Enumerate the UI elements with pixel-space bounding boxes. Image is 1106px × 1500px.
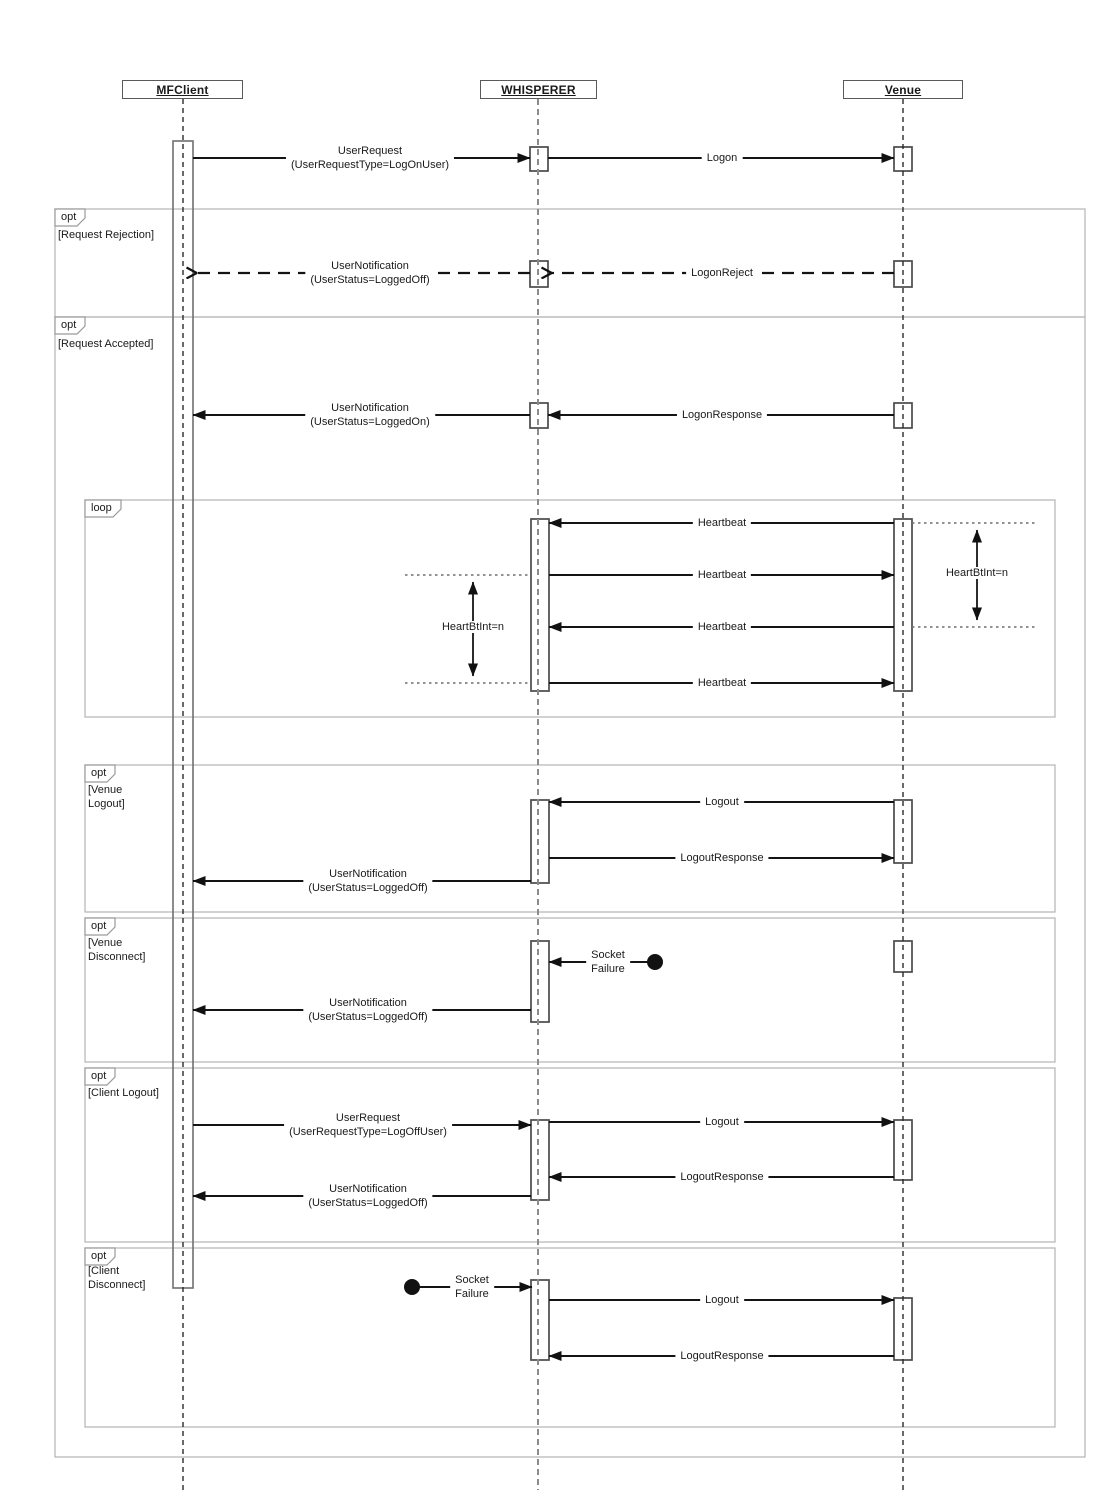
message-label-line: Heartbeat [697,621,747,633]
fragment-operator: opt [91,1070,107,1082]
message-label-line: Socket [591,949,625,961]
message-label [586,948,630,976]
message-label [700,1115,744,1129]
message-label [284,1111,452,1139]
message-label [693,620,751,634]
message-label-line: (UserRequestType=LogOffUser) [289,1126,447,1138]
activation-bar-whisperer [531,800,549,883]
message-label [305,401,435,429]
message-label [305,259,434,287]
message-label [702,151,743,165]
message-label-line: UserNotification [329,868,407,880]
fragment-frame-request-rejection [55,209,1085,317]
message-label [700,795,744,809]
message-label-line: (UserStatus=LoggedOff) [310,274,430,286]
activation-bar-venue [894,147,912,171]
message-label-line: (UserStatus=LoggedOff) [308,1011,428,1023]
message-label-line: Failure [591,963,625,975]
participant-label: WHISPERER [501,82,576,97]
message-label-line: Logout [705,796,739,808]
activation-bar-whisperer [531,519,549,691]
message-label-line: Logout [705,1294,739,1306]
message-label [693,516,751,530]
fragment-guard: [Request Rejection] [58,229,154,241]
fragment-guard: [Venue Disconnect] [88,937,146,963]
message-label-line: Logon [706,152,738,164]
fragment-operator: opt [61,211,77,223]
activation-bar-whisperer [531,1280,549,1360]
message-label-line: UserNotification [331,402,409,414]
fragment-operator: opt [91,1250,107,1262]
message-label-line: Failure [455,1288,489,1300]
message-label-line: Logout [705,1116,739,1128]
message-label-line: (UserRequestType=LogOnUser) [290,159,450,171]
message-label-line: UserRequest [335,1112,401,1124]
message-label [693,676,751,690]
fragment-guard: [Client Disconnect] [88,1265,146,1291]
message-label-line: UserNotification [331,260,409,272]
message-label [286,144,454,172]
message-label [675,851,768,865]
message-label [686,266,758,280]
message-label [700,1293,744,1307]
message-label-line: LogoutResponse [680,1171,764,1183]
message-label [303,1182,432,1210]
fragment-guard: [Request Accepted] [58,338,154,350]
activation-bar-whisperer [531,1120,549,1200]
message-label-line: LogonReject [691,267,753,279]
message-label-line: (UserStatus=LoggedOff) [308,1197,428,1209]
activation-bar-whisperer [531,941,549,1022]
participant-label: Venue [884,82,922,97]
socket-failure-dot [647,954,663,970]
message-label-line: LogoutResponse [680,852,764,864]
message-label-line: Heartbeat [697,517,747,529]
message-label-line: UserRequest [337,145,403,157]
message-label [677,408,767,422]
fragment-operator: opt [61,319,77,331]
message-label-line: Heartbeat [697,569,747,581]
message-label [675,1349,768,1363]
participant-label: MFClient [156,82,209,97]
fragment-guard: [Venue Logout] [88,784,125,810]
message-label-line: LogoutResponse [680,1350,764,1362]
message-label-line: (UserStatus=LoggedOn) [310,416,430,428]
fragment-guard: [Client Logout] [88,1087,159,1099]
participant-mfclient [122,80,243,99]
message-label [693,568,751,582]
message-label [675,1170,768,1184]
fragment-operator: opt [91,767,107,779]
participant-venue [843,80,963,99]
fragment-operator: opt [91,920,107,932]
fragment-frame-venue-disconnect [85,918,1055,1062]
message-label-line: UserNotification [329,1183,407,1195]
heartbeat-interval-annotation: HeartBtInt=n [943,567,1011,579]
message-label [303,996,432,1024]
message-label-line: (UserStatus=LoggedOff) [308,882,428,894]
message-label-line: LogonResponse [681,409,763,421]
fragment-frame-request-accepted [55,317,1085,1457]
participant-whisperer [480,80,597,99]
fragment-operator: loop [91,502,112,514]
message-label-line: Socket [455,1274,489,1286]
socket-failure-dot [404,1279,420,1295]
heartbeat-interval-annotation: HeartBtInt=n [439,621,507,633]
message-label-line: UserNotification [329,997,407,1009]
message-label [303,867,432,895]
message-label [450,1273,494,1301]
message-label-line: Heartbeat [697,677,747,689]
